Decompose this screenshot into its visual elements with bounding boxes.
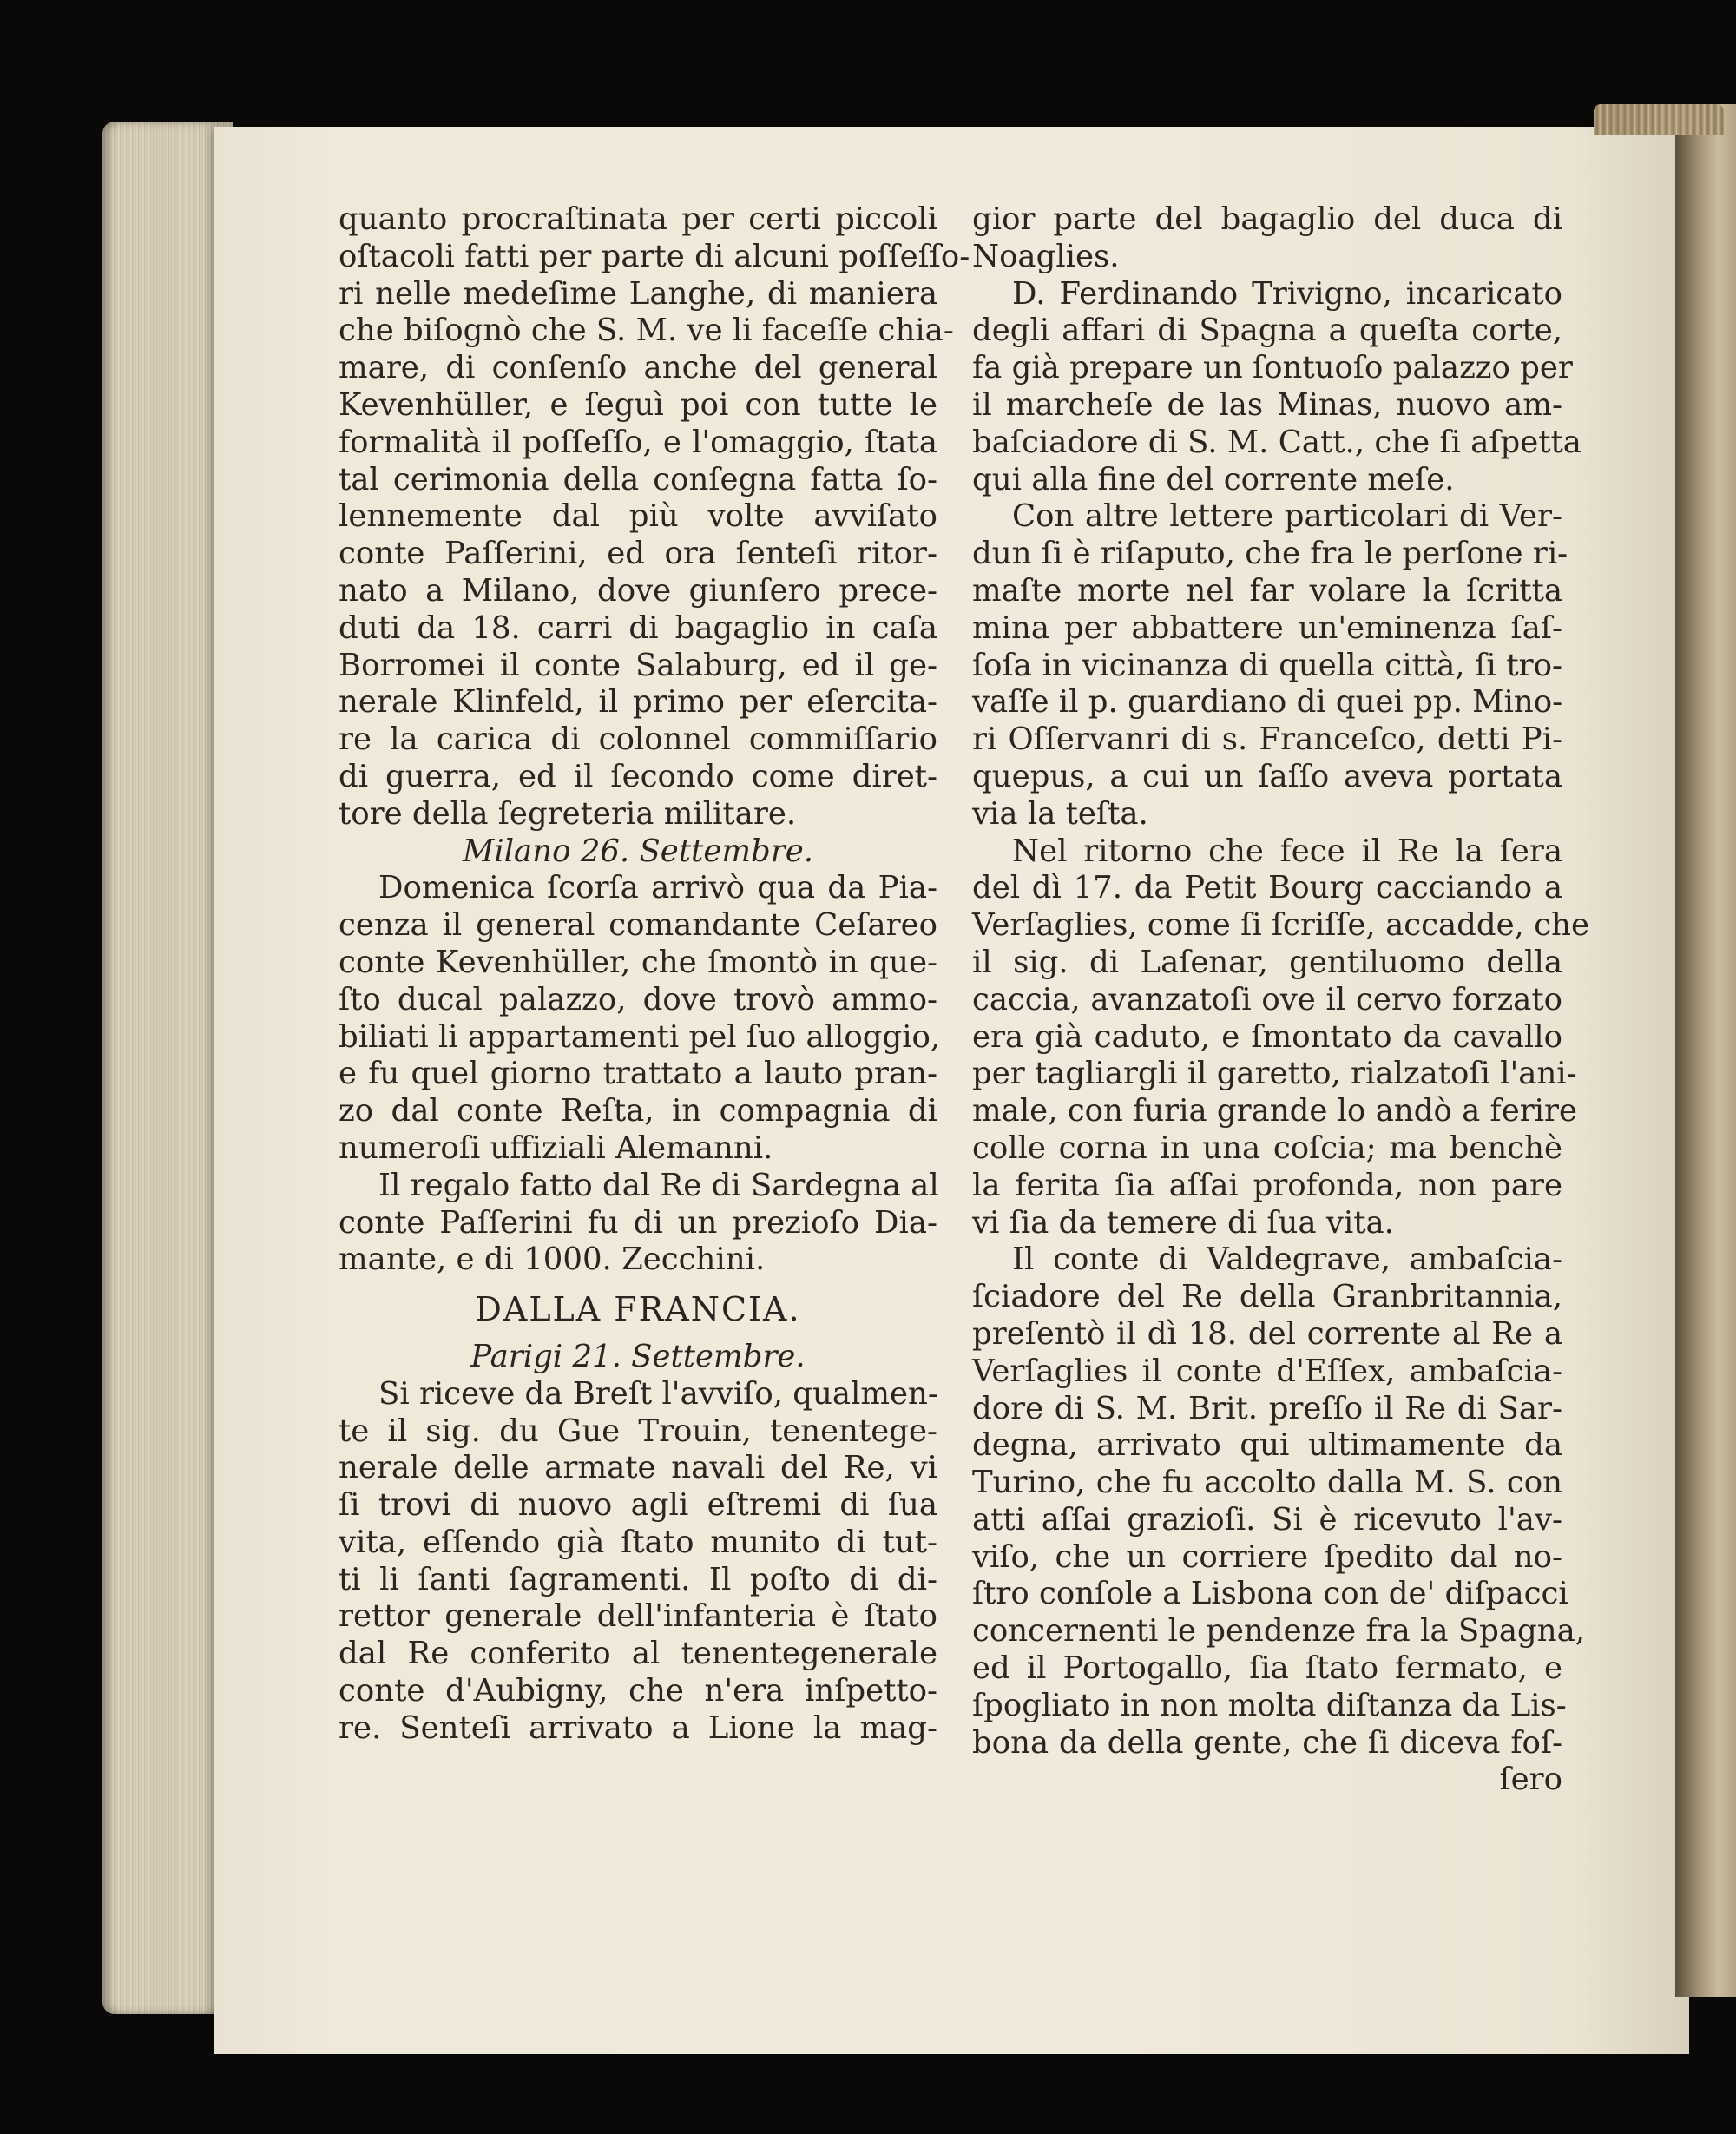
left-paragraph-2 [339, 870, 941, 1167]
left-column [339, 201, 970, 1748]
text-line: conte Kevenhüller, che ſmontò in que- [339, 944, 937, 980]
text-line: cenza il general comandante Ceſareo [339, 907, 937, 944]
text-line: quanto procraſtinata per certi piccoli [339, 201, 937, 237]
left-paragraph-4 [339, 1376, 937, 1748]
text-line: zo dal conte Reſta, in compagnia di [339, 1093, 937, 1130]
dateline-milano: Milano 26. Settembre. [462, 833, 813, 869]
text-line: rettor generale dell'infanteria è ſtato [339, 1598, 937, 1635]
right-paragraph-1 [972, 201, 1562, 276]
text-line: mante, e di 1000. Zecchini. [339, 1242, 766, 1278]
right-paragraph-5 [972, 1242, 1586, 1762]
text-line: ſi trovi di nuovo agli eſtremi di ſua [339, 1487, 937, 1524]
text-line: viſo, che un corriere ſpedito dal no- [972, 1538, 1562, 1575]
text-line: ed il Portogallo, ſia ſtato fermato, e [972, 1650, 1562, 1687]
catchword: ſero [1499, 1762, 1562, 1798]
text-line: conte d'Aubigny, che n'era inſpetto- [339, 1673, 937, 1709]
text-line: degna, arrivato qui ultimamente da [972, 1427, 1562, 1464]
text-line: vita, eſſendo già ſtato munito di tut- [339, 1524, 937, 1560]
text-line: baſciadore di S. M. Catt., che ſi aſpetta [972, 424, 1581, 460]
text-line: caccia, avanzatoſi ove il cervo forzato [972, 981, 1562, 1018]
text-line: via la teſta. [972, 795, 1148, 832]
text-line: Borromei il conte Salaburg, ed il ge- [339, 647, 937, 683]
text-line: maſte morte nel far volare la ſcritta [972, 572, 1562, 609]
text-line: oſtacoli fatti per parte di alcuni poſſeſſo- [339, 238, 970, 274]
text-line: del dì 17. da Petit Bourg cacciando a [972, 870, 1562, 906]
text-line: Kevenhüller, e ſeguì poi con tutte le [339, 386, 937, 423]
text-line: preſentò il dì 18. del corrente al Re a [972, 1315, 1562, 1352]
text-line: Con altre lettere particolari di Ver- [1012, 498, 1562, 535]
text-line: dore di S. M. Brit. preſſo il Re di Sar- [972, 1390, 1562, 1426]
text-line: ti li ſanti ſagramenti. Il poſto di di- [339, 1561, 937, 1597]
text-line: nerale Klinfeld, il primo per eſercita- [339, 684, 937, 721]
text-line: dun ſi è riſaputo, che fra le perſone ri- [972, 536, 1568, 572]
text-line: conte Paſſerini fu di un prezioſo Dia- [339, 1204, 937, 1241]
text-line: gior parte del bagaglio del duca di [972, 201, 1562, 237]
text-line: che biſognò che S. M. ve li faceſſe chia- [339, 313, 954, 349]
text-line: tore della ſegreteria militare. [339, 795, 797, 832]
text-line: te il sig. du Gue Trouin, tenentege- [339, 1413, 937, 1449]
text-line: ſoſa in vicinanza di quella città, ſi tro- [972, 647, 1562, 683]
text-line: tal cerimonia della conſegna fatta ſo- [339, 461, 937, 497]
text-line: ri Oſſervanri di s. Franceſco, detti Pi- [972, 721, 1562, 758]
text-line: duti da 18. carri di bagaglio in caſa [339, 609, 937, 646]
text-line: Domenica ſcorſa arrivò qua da Pia- [378, 870, 937, 906]
text-line: Turino, che fu accolto dalla M. S. con [972, 1465, 1562, 1501]
text-line: degli affari di Spagna a queſta corte, [972, 313, 1562, 349]
text-line: la ferita ſia aſſai profonda, non pare [972, 1167, 1562, 1203]
text-line: D. Ferdinando Trivigno, incaricato [1012, 275, 1562, 312]
text-line: nerale delle armate navali del Re, vi [339, 1450, 937, 1486]
text-line: bona da della gente, che ſi diceva foſ- [972, 1724, 1562, 1761]
right-paragraph-2 [972, 275, 1581, 499]
text-line: quepus, a cui un ſaſſo aveva portata [972, 758, 1562, 794]
text-line: il marcheſe de las Minas, nuovo am- [972, 386, 1562, 423]
text-line: e fu quel giorno trattato a lauto pran- [339, 1056, 937, 1092]
dateline-parigi: Parigi 21. Settembre. [470, 1338, 806, 1374]
text-line: atti aſſai grazioſi. Si è ricevuto l'av- [972, 1501, 1562, 1538]
text-line: nato a Milano, dove giunſero prece- [339, 572, 937, 609]
left-paragraph-1 [339, 201, 970, 833]
right-column [972, 201, 1589, 1799]
text-line: ſciadore del Re della Granbritannia, [972, 1279, 1562, 1315]
text-line: Noaglies. [972, 238, 1120, 274]
text-line: formalità il poſſeſſo, e l'omaggio, ſtata [339, 424, 937, 460]
text-line: fa già prepare un ſontuoſo palazzo per [972, 350, 1573, 386]
text-line: Nel ritorno che fece il Re la ſera [1012, 833, 1562, 869]
text-line: lennemente dal più volte avviſato [339, 498, 937, 535]
text-line: ſtro conſole a Lisbona con de' diſpacci [972, 1576, 1568, 1612]
text-line: Si riceve da Breſt l'avviſo, qualmen- [378, 1375, 938, 1412]
text-line: ſpogliato in non molta diſtanza da Lis- [972, 1687, 1567, 1723]
text-line: ri nelle medeſime Langhe, di maniera [339, 275, 937, 312]
text-line: concernenti le pendenze fra la Spagna, [972, 1613, 1586, 1650]
text-line: male, con furia grande lo andò a ferire [972, 1093, 1577, 1130]
text-line: Il regalo fatto dal Re di Sardegna al [378, 1167, 939, 1203]
text-line: era già caduto, e ſmontato da cavallo [972, 1018, 1562, 1055]
text-line: re. Senteſi arrivato a Lione la mag- [339, 1709, 937, 1746]
text-line: biliati li appartamenti pel ſuo alloggio, [339, 1018, 941, 1055]
section-heading-francia: DALLA FRANCIA. [475, 1290, 801, 1329]
right-paragraph-4 [972, 833, 1589, 1242]
text-line: dal Re conferito al tenentegenerale [339, 1636, 937, 1672]
text-line: colle corna in una coſcia; ma benchè [972, 1130, 1562, 1166]
text-line: conte Paſſerini, ed ora ſenteſi ritor- [339, 536, 937, 572]
text-line: per tagliargli il garetto, rialzatoſi l'ani- [972, 1056, 1577, 1092]
text-line: il sig. di Laſenar, gentiluomo della [972, 944, 1562, 980]
book-headband [1594, 104, 1724, 135]
left-paragraph-3 [339, 1168, 937, 1279]
text-line: mare, di conſenſo anche del general [339, 350, 937, 386]
book-gutter [1675, 104, 1736, 1997]
text-line: ſto ducal palazzo, dove trovò ammo- [339, 981, 937, 1018]
text-line: numeroſi uffiziali Alemanni. [339, 1130, 773, 1166]
text-line: Il conte di Valdegrave, ambaſcia- [1012, 1242, 1562, 1278]
right-paragraph-3 [972, 498, 1568, 833]
text-line: Verſaglies, come ſi ſcriſſe, accadde, che [972, 907, 1589, 944]
text-line: mina per abbattere un'eminenza ſaſ- [972, 609, 1562, 646]
text-line: re la carica di colonnel commiſſario [339, 721, 937, 758]
text-line: Verſaglies il conte d'Eſſex, ambaſcia- [972, 1353, 1562, 1389]
text-line: qui alla fine del corrente meſe. [972, 461, 1455, 497]
text-line: vaſſe il p. guardiano di quei pp. Mino- [972, 684, 1563, 721]
text-line: di guerra, ed il ſecondo come diret- [339, 758, 937, 794]
text-line: vi ſia da temere di ſua vita. [972, 1204, 1394, 1241]
